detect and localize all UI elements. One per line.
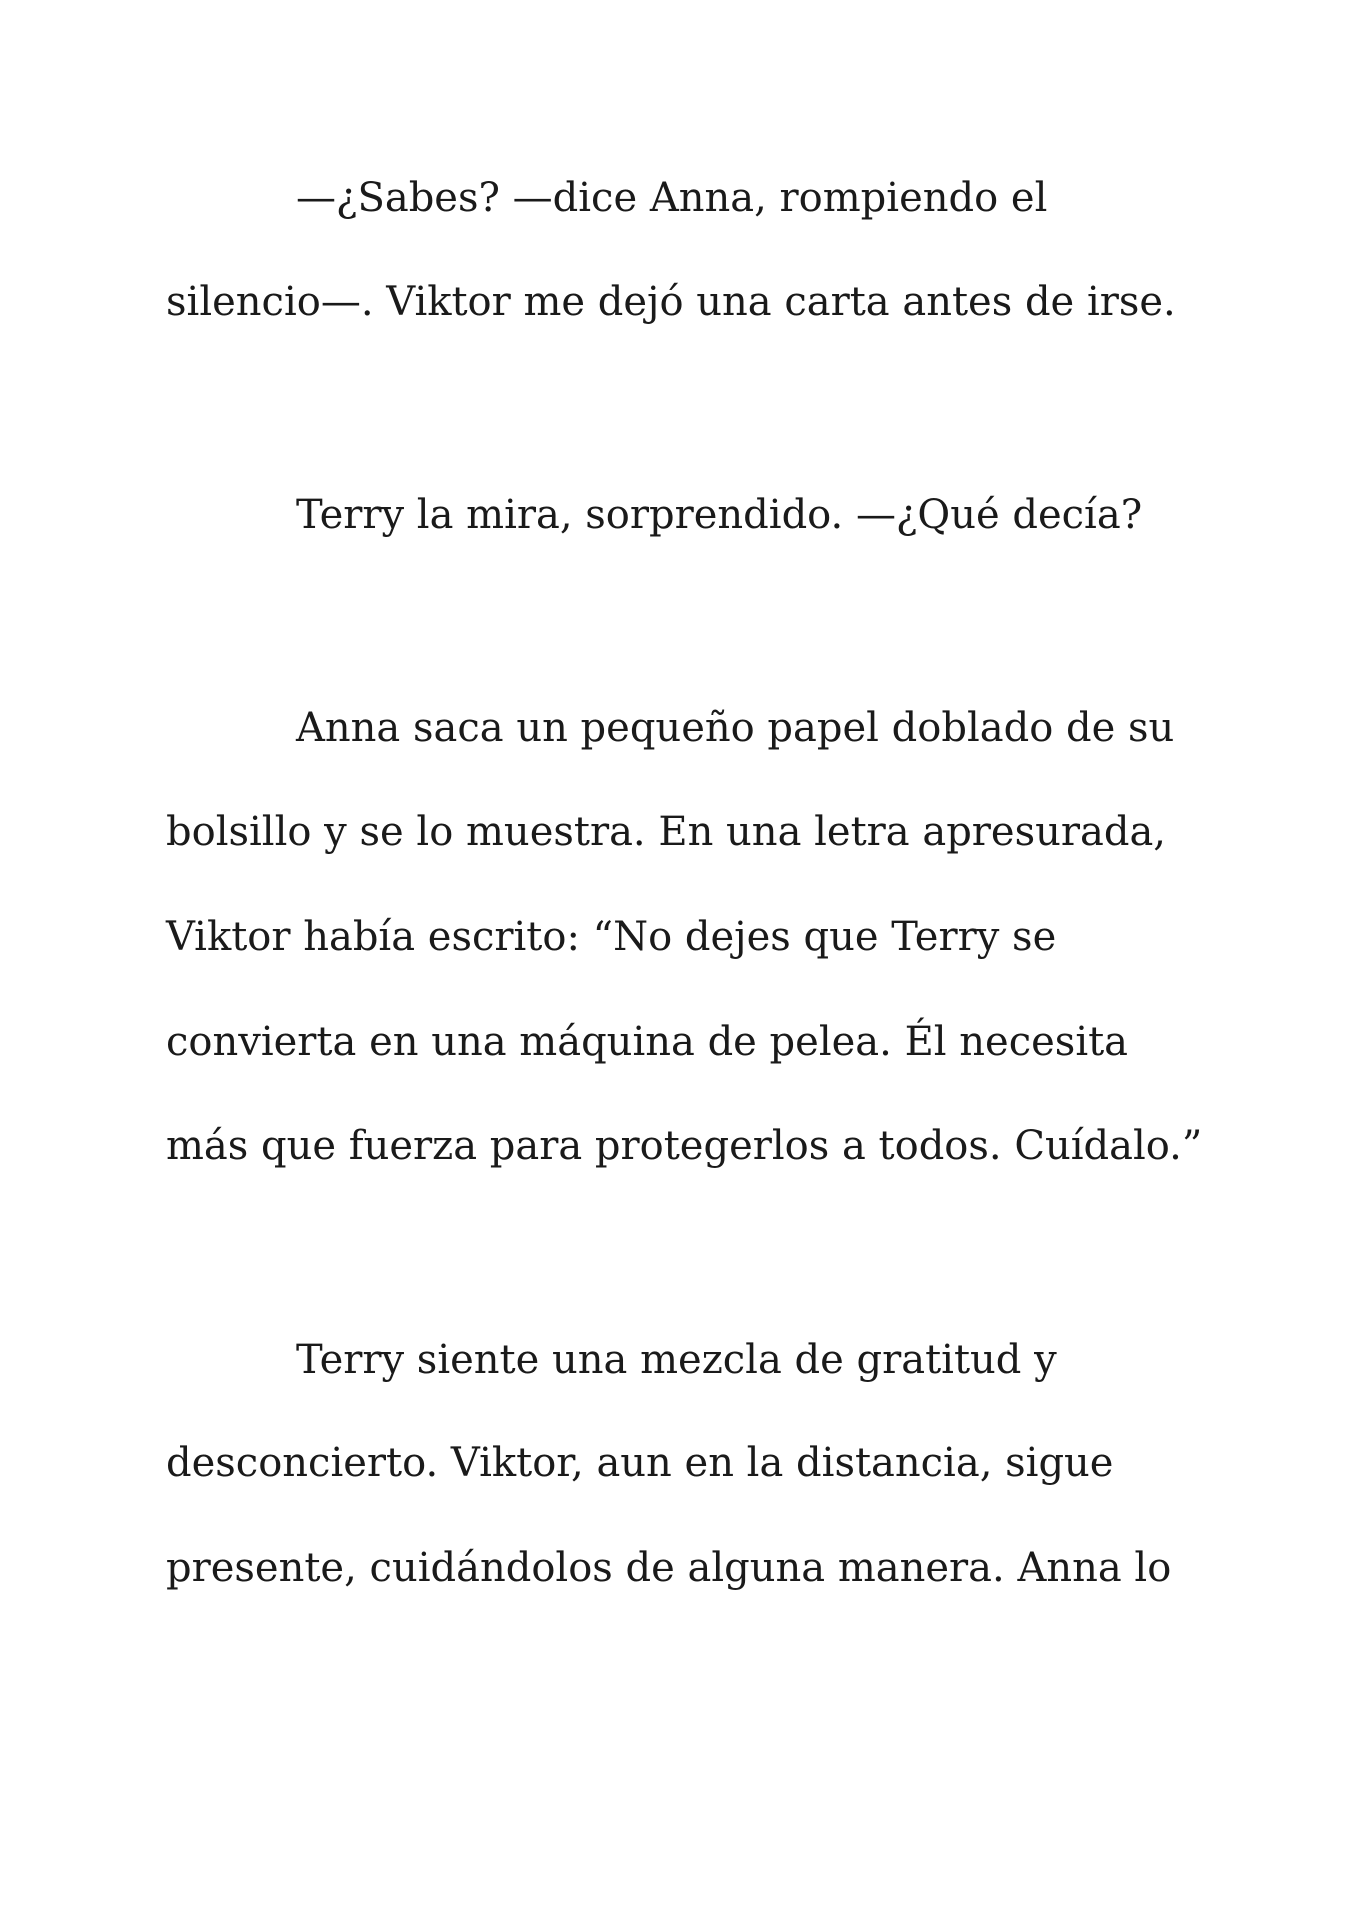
paragraph-3-line-4: convierta en una máquina de pelea. Él necesita xyxy=(166,1019,1129,1065)
paragraph-4-line-2: desconcierto. Viktor, aun en la distancia, sigue xyxy=(166,1440,1114,1486)
paragraph-4-line-1: Terry siente una mezcla de gratitud y xyxy=(296,1337,1057,1383)
paragraph-3-line-5: más que fuerza para protegerlos a todos. Cuídalo.” xyxy=(166,1123,1203,1169)
paragraph-1-line-1: —¿Sabes? —dice Anna, rompiendo el xyxy=(296,175,1048,221)
paragraph-1-line-2: silencio—. Viktor me dejó una carta antes de irse. xyxy=(166,279,1176,325)
paragraph-3-line-3: Viktor había escrito: “No dejes que Terry se xyxy=(166,914,1057,960)
paragraph-3-line-1: Anna saca un pequeño papel doblado de su xyxy=(296,705,1175,751)
paragraph-2-line-1: Terry la mira, sorprendido. —¿Qué decía? xyxy=(296,492,1143,538)
paragraph-4-line-3: presente, cuidándolos de alguna manera. Anna lo xyxy=(166,1545,1172,1591)
paragraph-3-line-2: bolsillo y se lo muestra. En una letra apresurada, xyxy=(166,809,1167,855)
